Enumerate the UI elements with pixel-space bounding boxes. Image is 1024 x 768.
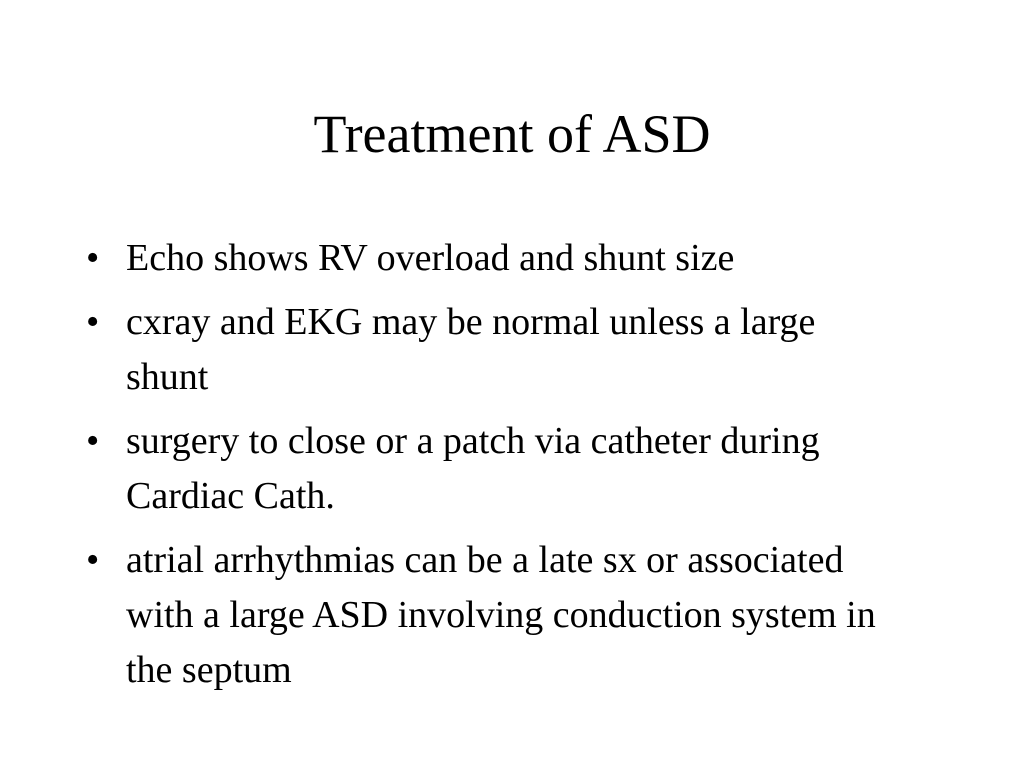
bullet-marker: • [86, 420, 100, 462]
bullet-item [86, 295, 906, 405]
slide-title: Treatment of ASD [313, 104, 711, 164]
bullet-text: atrial arrhythmias can be a late sx or associated with a large ASD involving conduction system in the septum [126, 539, 876, 691]
bullet-marker: • [86, 539, 100, 581]
bullet-text: surgery to close or a patch via catheter during Cardiac Cath. [126, 420, 820, 517]
bullet-marker: • [86, 237, 100, 279]
bullet-item [86, 533, 906, 698]
bullet-text: Echo shows RV overload and shunt size [126, 237, 735, 279]
bullet-marker: • [86, 301, 100, 343]
bullet-text: cxray and EKG may be normal unless a large shunt [126, 301, 816, 398]
bullet-item [86, 231, 906, 286]
bullet-item [86, 414, 906, 524]
bullet-list [86, 231, 906, 707]
